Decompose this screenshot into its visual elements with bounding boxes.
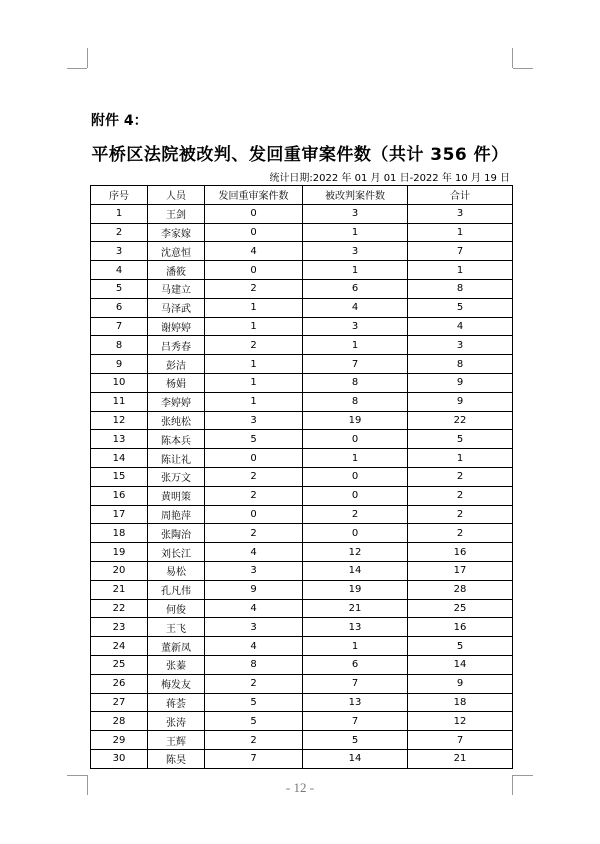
cell-index: 24 (91, 637, 148, 656)
table-row (91, 336, 513, 355)
cell-remanded-count: 7 (205, 749, 303, 768)
cell-index: 1 (91, 204, 148, 223)
table-row (91, 712, 513, 731)
cell-remanded-count: 5 (205, 693, 303, 712)
cell-remanded-count: 5 (205, 430, 303, 449)
cell-revised-count: 7 (303, 355, 408, 374)
cell-remanded-count: 8 (205, 655, 303, 674)
cell-index: 3 (91, 242, 148, 261)
cell-total: 8 (408, 355, 513, 374)
cell-revised-count: 0 (303, 524, 408, 543)
cell-total: 1 (408, 449, 513, 468)
cell-remanded-count: 4 (205, 242, 303, 261)
cell-remanded-count: 3 (205, 561, 303, 580)
statistics-period: 统计日期:2022 年 01 月 01 日-2022 年 10 月 19 日 (269, 173, 510, 184)
cell-remanded-count: 4 (205, 637, 303, 656)
cell-index: 15 (91, 467, 148, 486)
cell-revised-count: 13 (303, 618, 408, 637)
table-row (91, 637, 513, 656)
cell-total: 18 (408, 693, 513, 712)
cell-person: 张陶治 (148, 524, 205, 543)
cell-revised-count: 5 (303, 731, 408, 750)
column-header-total: 合计 (408, 186, 513, 205)
cell-index: 17 (91, 505, 148, 524)
cell-person: 陈昊 (148, 749, 205, 768)
table-row (91, 411, 513, 430)
column-header-revised-count: 被改判案件数 (303, 186, 408, 205)
cell-remanded-count: 0 (205, 505, 303, 524)
cell-revised-count: 21 (303, 599, 408, 618)
table-row (91, 261, 513, 280)
table-row (91, 543, 513, 562)
cell-total: 16 (408, 543, 513, 562)
cell-total: 2 (408, 524, 513, 543)
cell-person: 陈让礼 (148, 449, 205, 468)
cell-index: 14 (91, 449, 148, 468)
cell-total: 5 (408, 298, 513, 317)
cell-total: 25 (408, 599, 513, 618)
cell-revised-count: 1 (303, 223, 408, 242)
cell-person: 梅发友 (148, 674, 205, 693)
table-row (91, 449, 513, 468)
cell-revised-count: 0 (303, 486, 408, 505)
cell-index: 7 (91, 317, 148, 336)
cell-index: 4 (91, 261, 148, 280)
cell-remanded-count: 4 (205, 599, 303, 618)
cell-person: 吕秀春 (148, 336, 205, 355)
crop-mark-top-left (67, 68, 87, 69)
cell-total: 16 (408, 618, 513, 637)
cell-total: 5 (408, 637, 513, 656)
cell-remanded-count: 2 (205, 336, 303, 355)
cell-person: 彭洁 (148, 355, 205, 374)
cell-index: 9 (91, 355, 148, 374)
cell-remanded-count: 4 (205, 543, 303, 562)
cell-total: 3 (408, 204, 513, 223)
cell-revised-count: 13 (303, 693, 408, 712)
cell-remanded-count: 2 (205, 486, 303, 505)
table-row (91, 693, 513, 712)
cell-index: 10 (91, 373, 148, 392)
table-row (91, 373, 513, 392)
table-row (91, 749, 513, 768)
cell-total: 21 (408, 749, 513, 768)
cell-remanded-count: 3 (205, 411, 303, 430)
cell-total: 1 (408, 261, 513, 280)
cell-person: 马泽武 (148, 298, 205, 317)
cell-revised-count: 1 (303, 336, 408, 355)
cell-person: 杨娟 (148, 373, 205, 392)
cell-revised-count: 3 (303, 317, 408, 336)
attachment-label: 附件 4： (91, 113, 148, 129)
cell-remanded-count: 1 (205, 392, 303, 411)
cell-person: 张万文 (148, 467, 205, 486)
cell-person: 蒋荟 (148, 693, 205, 712)
cell-revised-count: 2 (303, 505, 408, 524)
cell-total: 22 (408, 411, 513, 430)
cell-revised-count: 6 (303, 655, 408, 674)
column-header-index: 序号 (91, 186, 148, 205)
cell-revised-count: 19 (303, 580, 408, 599)
cell-total: 12 (408, 712, 513, 731)
cell-total: 1 (408, 223, 513, 242)
crop-mark-top-left (87, 48, 88, 68)
table-row (91, 279, 513, 298)
cell-index: 20 (91, 561, 148, 580)
cell-revised-count: 0 (303, 467, 408, 486)
cell-total: 9 (408, 392, 513, 411)
cell-person: 沈意恒 (148, 242, 205, 261)
cell-person: 黄明策 (148, 486, 205, 505)
table-body (91, 204, 513, 768)
cell-total: 2 (408, 505, 513, 524)
cell-index: 12 (91, 411, 148, 430)
cell-total: 2 (408, 467, 513, 486)
cell-person: 张涛 (148, 712, 205, 731)
cell-total: 3 (408, 336, 513, 355)
cell-revised-count: 1 (303, 637, 408, 656)
cell-person: 张蓁 (148, 655, 205, 674)
cell-revised-count: 12 (303, 543, 408, 562)
cell-revised-count: 0 (303, 430, 408, 449)
cell-total: 4 (408, 317, 513, 336)
cell-person: 马建立 (148, 279, 205, 298)
cell-revised-count: 1 (303, 449, 408, 468)
page-number: - 12 - (285, 780, 315, 795)
table-row (91, 430, 513, 449)
cell-index: 11 (91, 392, 148, 411)
cell-person: 张纯松 (148, 411, 205, 430)
cell-index: 22 (91, 599, 148, 618)
table-row (91, 599, 513, 618)
cell-remanded-count: 3 (205, 618, 303, 637)
table-row (91, 298, 513, 317)
table-row (91, 242, 513, 261)
cell-index: 6 (91, 298, 148, 317)
cell-person: 李婷婷 (148, 392, 205, 411)
cell-person: 刘长江 (148, 543, 205, 562)
case-statistics-table (90, 185, 513, 769)
cell-index: 18 (91, 524, 148, 543)
cell-remanded-count: 0 (205, 223, 303, 242)
cell-revised-count: 4 (303, 298, 408, 317)
cell-total: 5 (408, 430, 513, 449)
cell-revised-count: 3 (303, 242, 408, 261)
cell-index: 16 (91, 486, 148, 505)
cell-revised-count: 3 (303, 204, 408, 223)
cell-index: 5 (91, 279, 148, 298)
cell-person: 董新凤 (148, 637, 205, 656)
cell-person: 王飞 (148, 618, 205, 637)
table-row (91, 524, 513, 543)
cell-revised-count: 7 (303, 674, 408, 693)
cell-person: 陈本兵 (148, 430, 205, 449)
cell-remanded-count: 5 (205, 712, 303, 731)
column-header-person: 人员 (148, 186, 205, 205)
cell-revised-count: 19 (303, 411, 408, 430)
table-row (91, 731, 513, 750)
cell-remanded-count: 2 (205, 731, 303, 750)
cell-total: 14 (408, 655, 513, 674)
cell-total: 17 (408, 561, 513, 580)
table-row (91, 392, 513, 411)
cell-person: 何俊 (148, 599, 205, 618)
table-row (91, 505, 513, 524)
cell-revised-count: 6 (303, 279, 408, 298)
cell-index: 25 (91, 655, 148, 674)
cell-total: 9 (408, 674, 513, 693)
cell-person: 谢婷婷 (148, 317, 205, 336)
cell-index: 30 (91, 749, 148, 768)
table-row (91, 655, 513, 674)
cell-remanded-count: 2 (205, 279, 303, 298)
cell-index: 23 (91, 618, 148, 637)
table-row (91, 223, 513, 242)
cell-index: 21 (91, 580, 148, 599)
crop-mark-top-right (513, 68, 533, 69)
crop-mark-bottom-right (513, 775, 533, 776)
table-row (91, 618, 513, 637)
cell-index: 26 (91, 674, 148, 693)
cell-index: 13 (91, 430, 148, 449)
cell-revised-count: 14 (303, 749, 408, 768)
cell-remanded-count: 2 (205, 524, 303, 543)
cell-remanded-count: 2 (205, 467, 303, 486)
cell-total: 7 (408, 731, 513, 750)
table-header-row (91, 186, 513, 205)
table-row (91, 561, 513, 580)
cell-index: 8 (91, 336, 148, 355)
cell-remanded-count: 9 (205, 580, 303, 599)
document-title: 平桥区法院被改判、发回重审案件数（共计 356 件） (91, 145, 509, 165)
cell-revised-count: 1 (303, 261, 408, 280)
table-row (91, 355, 513, 374)
table-row (91, 486, 513, 505)
cell-remanded-count: 1 (205, 298, 303, 317)
cell-revised-count: 8 (303, 392, 408, 411)
cell-total: 8 (408, 279, 513, 298)
cell-revised-count: 14 (303, 561, 408, 580)
cell-remanded-count: 1 (205, 373, 303, 392)
cell-index: 27 (91, 693, 148, 712)
column-header-remanded-count: 发回重审案件数 (205, 186, 303, 205)
table-row (91, 467, 513, 486)
cell-remanded-count: 1 (205, 317, 303, 336)
cell-person: 易松 (148, 561, 205, 580)
cell-remanded-count: 0 (205, 449, 303, 468)
cell-revised-count: 7 (303, 712, 408, 731)
cell-person: 周艳萍 (148, 505, 205, 524)
table-row (91, 674, 513, 693)
cell-person: 潘筱 (148, 261, 205, 280)
cell-remanded-count: 0 (205, 204, 303, 223)
table-row (91, 204, 513, 223)
cell-remanded-count: 1 (205, 355, 303, 374)
cell-index: 19 (91, 543, 148, 562)
cell-remanded-count: 0 (205, 261, 303, 280)
crop-mark-top-right (512, 48, 513, 68)
cell-revised-count: 8 (303, 373, 408, 392)
cell-index: 28 (91, 712, 148, 731)
cell-index: 29 (91, 731, 148, 750)
cell-total: 9 (408, 373, 513, 392)
table-row (91, 580, 513, 599)
cell-total: 28 (408, 580, 513, 599)
cell-person: 李家嫁 (148, 223, 205, 242)
crop-mark-bottom-left (67, 775, 87, 776)
table-row (91, 317, 513, 336)
cell-person: 王辉 (148, 731, 205, 750)
cell-index: 2 (91, 223, 148, 242)
cell-person: 王剑 (148, 204, 205, 223)
cell-total: 2 (408, 486, 513, 505)
cell-total: 7 (408, 242, 513, 261)
cell-remanded-count: 2 (205, 674, 303, 693)
cell-person: 孔凡伟 (148, 580, 205, 599)
